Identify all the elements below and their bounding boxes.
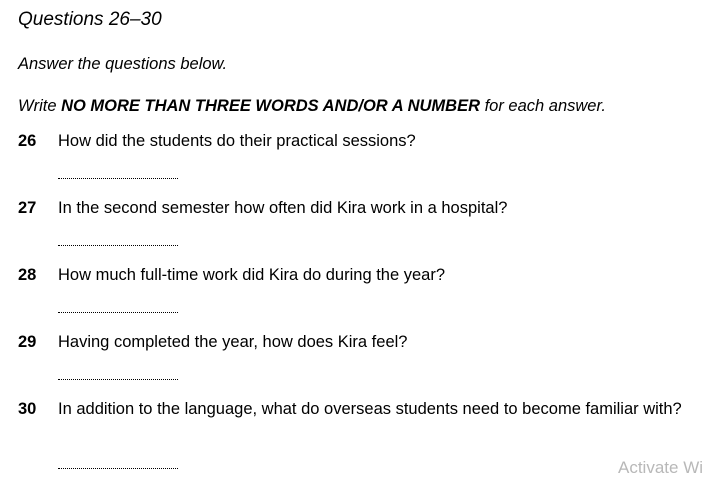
answer-line-30[interactable] — [58, 468, 178, 469]
answer-line-27[interactable] — [58, 245, 178, 246]
question-number: 30 — [18, 400, 37, 418]
instruction-word-limit — [18, 97, 606, 116]
question-text: How did the students do their practical sessions? — [58, 132, 416, 150]
question-number: 28 — [18, 266, 37, 284]
answer-line-26[interactable] — [58, 178, 178, 179]
activate-windows-watermark: Activate Wi — [618, 458, 704, 477]
instruction-word-limit-bold: NO MORE THAN THREE WORDS AND/OR A NUMBER — [61, 97, 480, 115]
answer-line-28[interactable] — [58, 312, 178, 313]
instruction-answer: Answer the questions below. — [18, 55, 228, 73]
question-text: In the second semester how often did Kira work in a hospital? — [58, 199, 508, 217]
instruction-word-limit-pre: Write — [18, 97, 62, 115]
answer-line-29[interactable] — [58, 379, 178, 380]
section-heading: Questions 26–30 — [18, 9, 162, 30]
question-text: How much full-time work did Kira do during the year? — [58, 266, 446, 284]
question-number: 27 — [18, 199, 37, 217]
question-text: In addition to the language, what do overseas students need to become familiar with? — [58, 400, 682, 418]
question-number: 26 — [18, 132, 37, 150]
question-text: Having completed the year, how does Kira feel? — [58, 333, 408, 351]
instruction-word-limit-post: for each answer. — [480, 97, 606, 115]
question-number: 29 — [18, 333, 37, 351]
